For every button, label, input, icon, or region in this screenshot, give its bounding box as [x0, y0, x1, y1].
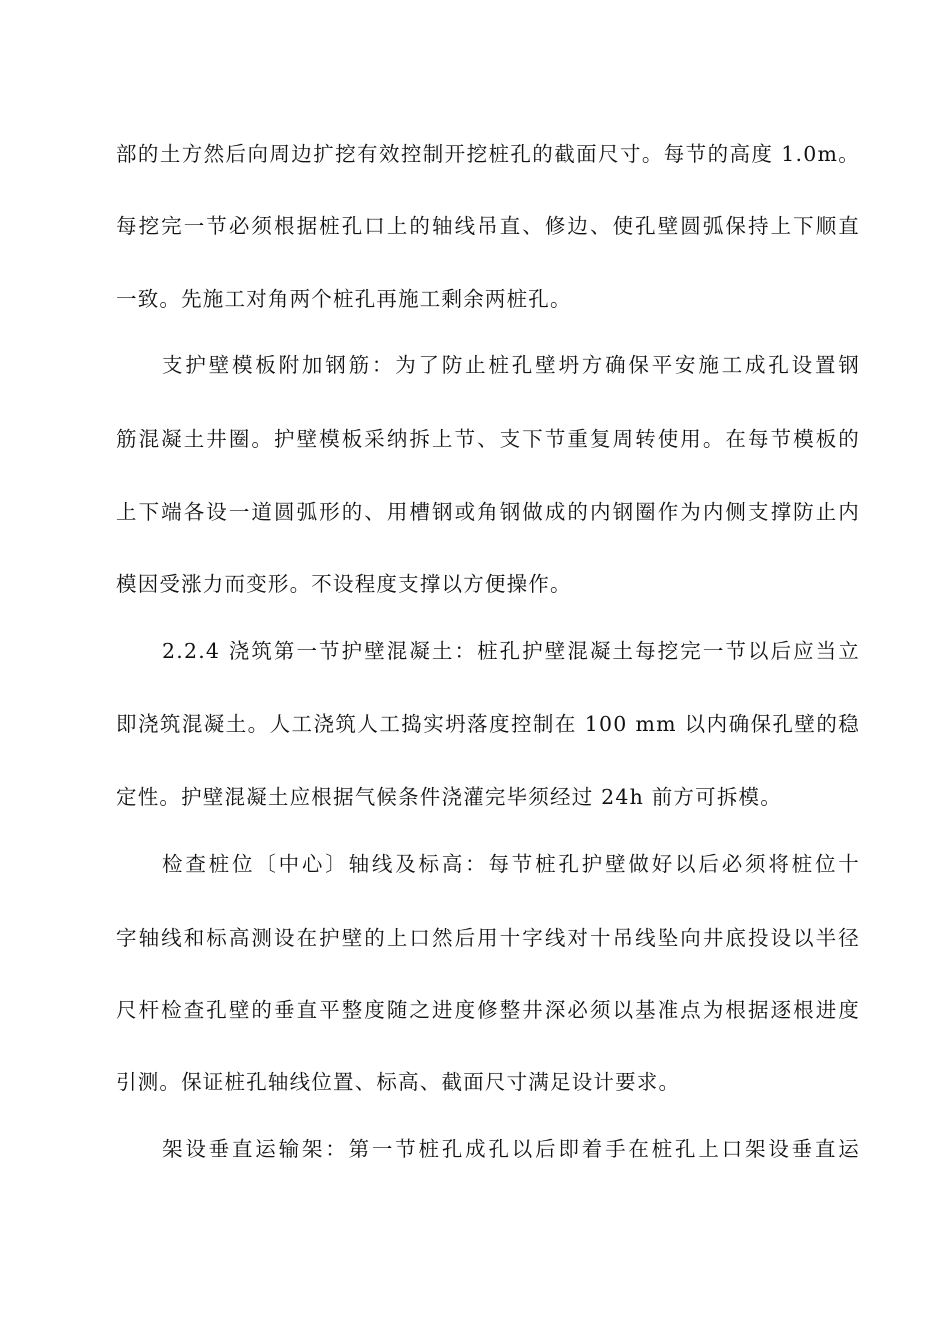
- text-line-8: 2.2.4 浇筑第一节护壁混凝土：桩孔护壁混凝土每挖完一节以后应当立: [162, 639, 860, 663]
- text-line-5: 筋混凝土井圈。护壁模板采纳拆上节、支下节重复周转使用。在每节模板的: [116, 427, 860, 451]
- text-line-15: 架设垂直运输架：第一节桩孔成孔以后即着手在桩孔上口架设垂直运: [162, 1137, 860, 1161]
- text-line-10: 定性。护壁混凝土应根据气候条件浇灌完毕须经过 24h 前方可拆模。: [116, 785, 782, 809]
- text-line-14: 引测。保证桩孔轴线位置、标高、截面尺寸满足设计要求。: [116, 1070, 681, 1094]
- text-line-1: 部的土方然后向周边扩挖有效控制开挖桩孔的截面尺寸。每节的高度 1.0m。: [116, 142, 860, 166]
- text-line-6: 上下端各设一道圆弧形的、用槽钢或角钢做成的内钢圈作为内侧支撑防止内: [116, 500, 860, 524]
- text-line-4: 支护壁模板附加钢筋：为了防止桩孔壁坍方确保平安施工成孔设置钢: [162, 353, 860, 377]
- text-line-12: 字轴线和标高测设在护壁的上口然后用十字线对十吊线坠向井底投设以半径: [116, 926, 860, 950]
- text-line-2: 每挖完一节必须根据桩孔口上的轴线吊直、修边、使孔壁圆弧保持上下顺直: [116, 214, 860, 238]
- text-line-7: 模因受涨力而变形。不设程度支撑以方便操作。: [116, 572, 572, 596]
- text-line-13: 尺杆检查孔壁的垂直平整度随之进度修整井深必须以基准点为根据逐根进度: [116, 998, 860, 1022]
- text-line-11: 检查桩位〔中心〕轴线及标高：每节桩孔护壁做好以后必须将桩位十: [162, 852, 860, 876]
- text-line-3: 一致。先施工对角两个桩孔再施工剩余两桩孔。: [116, 287, 572, 311]
- text-line-9: 即浇筑混凝土。人工浇筑人工捣实坍落度控制在 100 mm 以内确保孔壁的稳: [116, 712, 860, 736]
